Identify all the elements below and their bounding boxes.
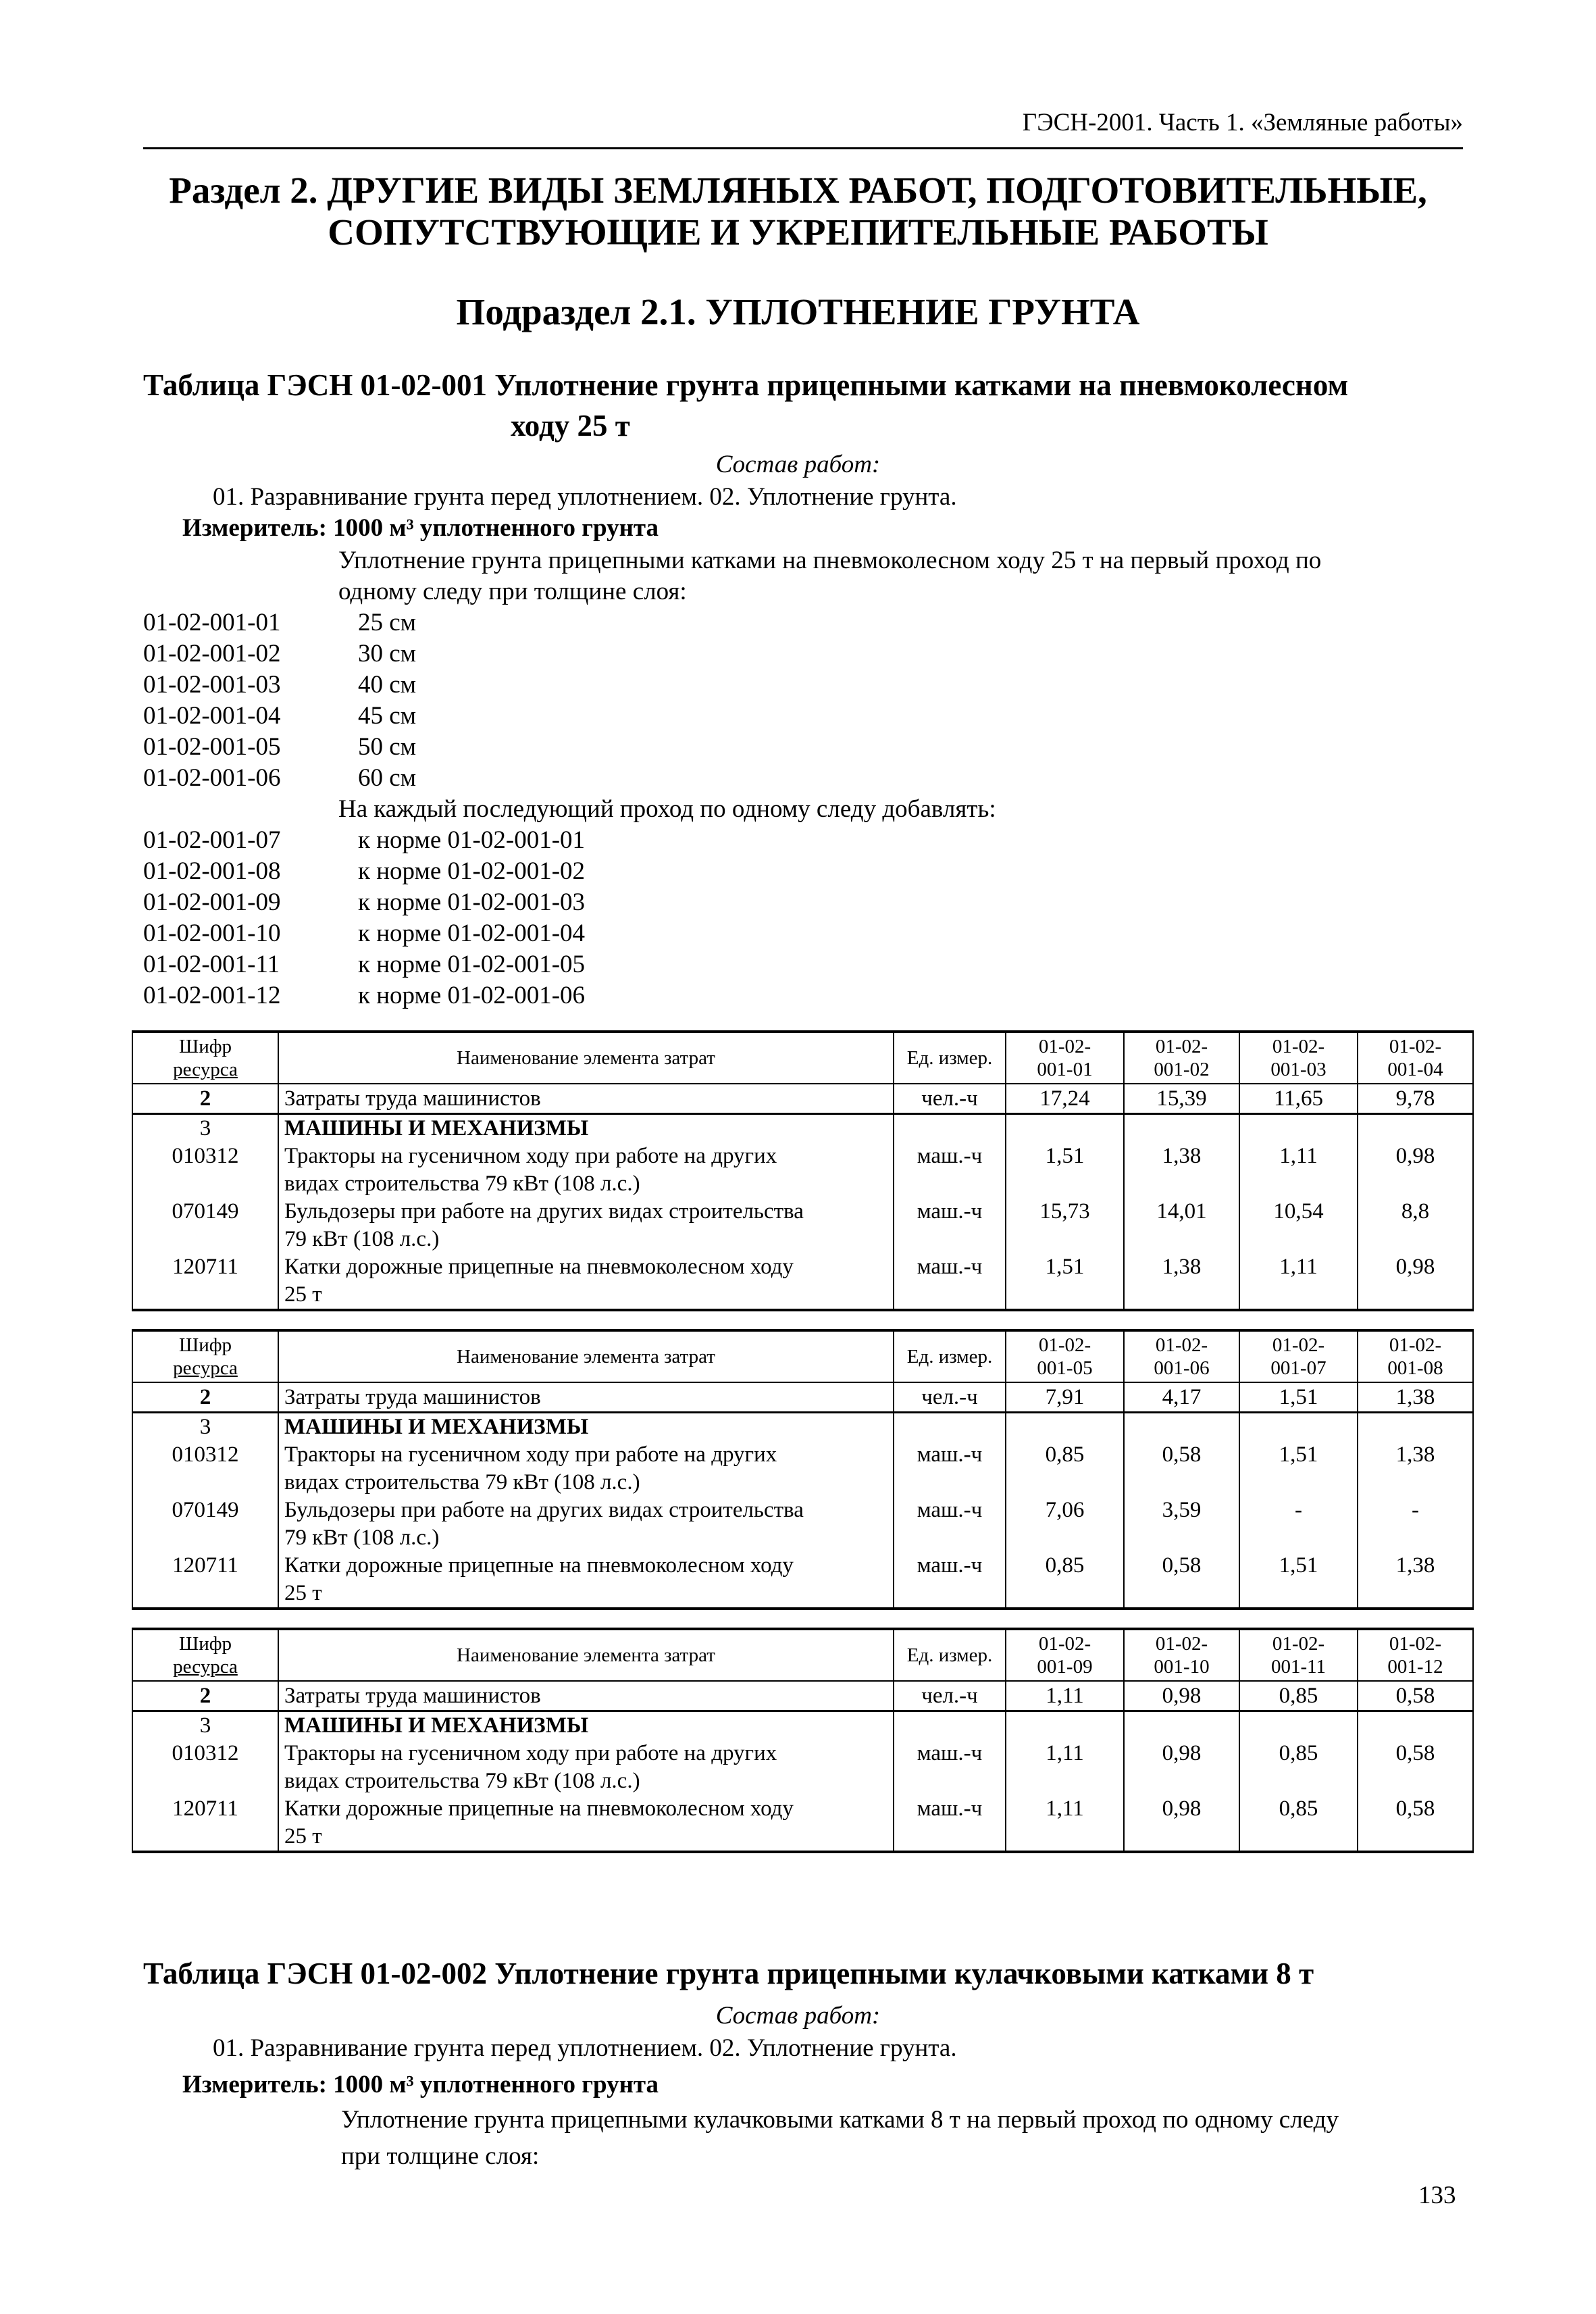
header-norm-column: 01-02- 001-02 xyxy=(1124,1032,1239,1084)
table2-intro-line1: Уплотнение грунта прицепными кулачковыми катками 8 т на первый проход по одному следу xyxy=(341,2106,1339,2134)
labor-value: 1,38 xyxy=(1358,1382,1473,1413)
header-unit: Ед. измер. xyxy=(894,1629,1006,1681)
resource-unit: маш.-ч xyxy=(894,1198,1006,1253)
table-row xyxy=(132,1198,1473,1253)
group-code: 3 xyxy=(132,1114,278,1143)
resource-name xyxy=(278,1142,894,1198)
table-row xyxy=(132,1795,1473,1852)
labor-value: 17,24 xyxy=(1006,1084,1124,1114)
resource-name xyxy=(278,1253,894,1310)
additional-intro: На каждый последующий проход по одному следу добавлять: xyxy=(338,795,996,823)
header-norm-column: 01-02- 001-07 xyxy=(1239,1330,1358,1382)
table-header-row xyxy=(132,1330,1473,1382)
header-name: Наименование элемента затрат xyxy=(278,1032,894,1084)
norm-code: 01-02-001-02 xyxy=(143,640,281,668)
resource-value: 0,98 xyxy=(1358,1142,1473,1198)
group-code: 3 xyxy=(132,1711,278,1740)
table-header-row xyxy=(132,1032,1473,1084)
table2-title: Таблица ГЭСН 01-02-002 Уплотнение грунта прицепными кулачковыми катками 8 т xyxy=(143,1957,1314,1990)
resource-name-line: видах строительства 79 кВт (108 л.с.) xyxy=(284,1769,640,1793)
resource-code: 010312 xyxy=(132,1441,278,1496)
group-name: МАШИНЫ И МЕХАНИЗМЫ xyxy=(278,1413,894,1442)
empty-cell xyxy=(1124,1114,1239,1143)
resource-value: 0,85 xyxy=(1006,1441,1124,1496)
resource-name-line: Катки дорожные прицепные на пневмоколесном ходу xyxy=(284,1255,794,1279)
resource-value: 0,58 xyxy=(1124,1441,1239,1496)
header-name: Наименование элемента затрат xyxy=(278,1629,894,1681)
table-row xyxy=(132,1441,1473,1496)
running-header: ГЭСН-2001. Часть 1. «Земляные работы» xyxy=(1022,109,1463,136)
norm-text: 45 см xyxy=(358,702,417,730)
labor-value: 9,78 xyxy=(1358,1084,1473,1114)
labor-code: 2 xyxy=(132,1084,278,1114)
header-unit: Ед. измер. xyxy=(894,1032,1006,1084)
resource-unit: маш.-ч xyxy=(894,1795,1006,1852)
norm-text: 30 см xyxy=(358,640,417,668)
labor-value: 0,58 xyxy=(1358,1681,1473,1711)
norm-code: 01-02-001-05 xyxy=(143,733,281,761)
labor-unit: чел.-ч xyxy=(894,1382,1006,1413)
labor-unit: чел.-ч xyxy=(894,1681,1006,1711)
labor-value: 0,98 xyxy=(1124,1681,1239,1711)
norm-text: 25 см xyxy=(358,609,417,636)
resource-value: 0,98 xyxy=(1124,1795,1239,1852)
resource-value: 8,8 xyxy=(1358,1198,1473,1253)
norm-code: 01-02-001-06 xyxy=(143,764,281,792)
resource-value: - xyxy=(1358,1496,1473,1552)
labor-value: 1,51 xyxy=(1239,1382,1358,1413)
group-row xyxy=(132,1114,1473,1143)
section-title-line1: Раздел 2. ДРУГИЕ ВИДЫ ЗЕМЛЯНЫХ РАБОТ, ПОДГОТОВИТЕЛЬНЫЕ, xyxy=(169,170,1427,211)
table-row xyxy=(132,1496,1473,1552)
table1-works: 01. Разравнивание грунта перед уплотнением. 02. Уплотнение грунта. xyxy=(213,483,957,511)
header-norm-column: 01-02- 001-05 xyxy=(1006,1330,1124,1382)
header-norm-column: 01-02- 001-01 xyxy=(1006,1032,1124,1084)
resource-name-line: 25 т xyxy=(284,1581,322,1605)
resource-unit: маш.-ч xyxy=(894,1496,1006,1552)
empty-cell xyxy=(894,1114,1006,1143)
resource-value: 1,38 xyxy=(1124,1142,1239,1198)
labor-value: 7,91 xyxy=(1006,1382,1124,1413)
header-name: Наименование элемента затрат xyxy=(278,1330,894,1382)
norm-text: к норме 01-02-001-05 xyxy=(358,951,586,978)
resource-value: 1,11 xyxy=(1239,1142,1358,1198)
resource-name-line: Катки дорожные прицепные на пневмоколесном ходу xyxy=(284,1796,794,1821)
empty-cell xyxy=(1006,1711,1124,1740)
norm-text: 60 см xyxy=(358,764,417,792)
empty-cell xyxy=(894,1711,1006,1740)
resource-value: 0,85 xyxy=(1239,1795,1358,1852)
resource-name-line: 79 кВт (108 л.с.) xyxy=(284,1526,440,1550)
table-row xyxy=(132,1740,1473,1795)
resource-unit: маш.-ч xyxy=(894,1740,1006,1795)
norm-text: к норме 01-02-001-02 xyxy=(358,857,586,885)
resource-code: 010312 xyxy=(132,1142,278,1198)
empty-cell xyxy=(1006,1413,1124,1442)
resource-unit: маш.-ч xyxy=(894,1441,1006,1496)
resource-code: 010312 xyxy=(132,1740,278,1795)
header-norm-column: 01-02- 001-08 xyxy=(1358,1330,1473,1382)
resource-name-line: Бульдозеры при работе на других видах строительства xyxy=(284,1199,804,1224)
norm-text: к норме 01-02-001-03 xyxy=(358,888,586,916)
norm-text: 40 см xyxy=(358,671,417,699)
header-norm-column: 01-02- 001-10 xyxy=(1124,1629,1239,1681)
resource-name-line: 25 т xyxy=(284,1824,322,1848)
resource-value: 0,58 xyxy=(1124,1552,1239,1609)
resource-name-line: видах строительства 79 кВт (108 л.с.) xyxy=(284,1470,640,1494)
labor-row xyxy=(132,1382,1473,1413)
norm-text: к норме 01-02-001-04 xyxy=(358,920,586,947)
section-title-line2: СОПУТСТВУЮЩИЕ И УКРЕПИТЕЛЬНЫЕ РАБОТЫ xyxy=(328,211,1268,253)
table1-works-label: Состав работ: xyxy=(715,451,881,478)
norm-code: 01-02-001-09 xyxy=(143,888,281,916)
table-row xyxy=(132,1552,1473,1609)
header-code: Шифр ресурса xyxy=(132,1330,278,1382)
header-norm-column: 01-02- 001-06 xyxy=(1124,1330,1239,1382)
resource-value: 14,01 xyxy=(1124,1198,1239,1253)
resource-name-line: Тракторы на гусеничном ходу при работе на других xyxy=(284,1741,777,1765)
resource-value: 0,85 xyxy=(1239,1740,1358,1795)
labor-code: 2 xyxy=(132,1382,278,1413)
resource-value: 1,51 xyxy=(1006,1142,1124,1198)
table-row xyxy=(132,1142,1473,1198)
header-norm-column: 01-02- 001-04 xyxy=(1358,1032,1473,1084)
resource-value: 3,59 xyxy=(1124,1496,1239,1552)
labor-value: 4,17 xyxy=(1124,1382,1239,1413)
group-code: 3 xyxy=(132,1413,278,1442)
resource-value: 0,58 xyxy=(1358,1795,1473,1852)
group-row xyxy=(132,1711,1473,1740)
norm-code: 01-02-001-03 xyxy=(143,671,281,699)
resource-value: 15,73 xyxy=(1006,1198,1124,1253)
norm-code: 01-02-001-12 xyxy=(143,982,281,1009)
resource-table xyxy=(132,1628,1474,1853)
group-name: МАШИНЫ И МЕХАНИЗМЫ xyxy=(278,1114,894,1143)
labor-name: Затраты труда машинистов xyxy=(278,1681,894,1711)
page-number: 133 xyxy=(1418,2182,1456,2209)
resource-table xyxy=(132,1030,1474,1311)
empty-cell xyxy=(1239,1711,1358,1740)
resource-value: - xyxy=(1239,1496,1358,1552)
empty-cell xyxy=(1006,1114,1124,1143)
table1-title-line2: ходу 25 т xyxy=(511,409,630,443)
table1-intro-line2: одному следу при толщине слоя: xyxy=(338,578,687,605)
labor-value: 0,85 xyxy=(1239,1681,1358,1711)
empty-cell xyxy=(894,1413,1006,1442)
resource-value: 10,54 xyxy=(1239,1198,1358,1253)
resource-name-line: Катки дорожные прицепные на пневмоколесном ходу xyxy=(284,1553,794,1578)
header-unit: Ед. измер. xyxy=(894,1330,1006,1382)
resource-name-line: Бульдозеры при работе на других видах строительства xyxy=(284,1498,804,1522)
norm-code: 01-02-001-10 xyxy=(143,920,281,947)
labor-value: 11,65 xyxy=(1239,1084,1358,1114)
resource-value: 1,11 xyxy=(1239,1253,1358,1310)
empty-cell xyxy=(1124,1711,1239,1740)
norm-code: 01-02-001-01 xyxy=(143,609,281,636)
resource-unit: маш.-ч xyxy=(894,1552,1006,1609)
table2-works: 01. Разравнивание грунта перед уплотнением. 02. Уплотнение грунта. xyxy=(213,2034,957,2062)
resource-value: 7,06 xyxy=(1006,1496,1124,1552)
empty-cell xyxy=(1358,1413,1473,1442)
table2-intro-line2: при толщине слоя: xyxy=(341,2142,540,2170)
labor-value: 15,39 xyxy=(1124,1084,1239,1114)
empty-cell xyxy=(1124,1413,1239,1442)
resource-name xyxy=(278,1198,894,1253)
labor-name: Затраты труда машинистов xyxy=(278,1084,894,1114)
resource-name xyxy=(278,1496,894,1552)
norm-text: 50 см xyxy=(358,733,417,761)
header-norm-column: 01-02- 001-11 xyxy=(1239,1629,1358,1681)
resource-name xyxy=(278,1441,894,1496)
group-name: МАШИНЫ И МЕХАНИЗМЫ xyxy=(278,1711,894,1740)
resource-value: 1,51 xyxy=(1239,1441,1358,1496)
resource-value: 0,58 xyxy=(1358,1740,1473,1795)
resource-name xyxy=(278,1740,894,1795)
norm-text: к норме 01-02-001-01 xyxy=(358,826,586,854)
header-rule xyxy=(143,147,1463,149)
resource-name-line: 79 кВт (108 л.с.) xyxy=(284,1227,440,1251)
resource-value: 1,51 xyxy=(1006,1253,1124,1310)
resource-name-line: видах строительства 79 кВт (108 л.с.) xyxy=(284,1172,640,1196)
resource-value: 1,38 xyxy=(1124,1253,1239,1310)
labor-row xyxy=(132,1681,1473,1711)
labor-value: 1,11 xyxy=(1006,1681,1124,1711)
resource-value: 0,98 xyxy=(1124,1740,1239,1795)
table1-title-line1: Таблица ГЭСН 01-02-001 Уплотнение грунта прицепными катками на пневмоколесном xyxy=(143,368,1349,402)
empty-cell xyxy=(1358,1114,1473,1143)
resource-value: 1,11 xyxy=(1006,1740,1124,1795)
norm-code: 01-02-001-11 xyxy=(143,951,280,978)
resource-unit: маш.-ч xyxy=(894,1142,1006,1198)
header-code: Шифр ресурса xyxy=(132,1629,278,1681)
norm-text: к норме 01-02-001-06 xyxy=(358,982,586,1009)
resource-name-line: 25 т xyxy=(284,1282,322,1307)
empty-cell xyxy=(1239,1114,1358,1143)
resource-table xyxy=(132,1329,1474,1610)
resource-value: 1,11 xyxy=(1006,1795,1124,1852)
resource-code: 070149 xyxy=(132,1496,278,1552)
labor-code: 2 xyxy=(132,1681,278,1711)
subsection-title: Подраздел 2.1. УПЛОТНЕНИЕ ГРУНТА xyxy=(456,291,1140,332)
labor-name: Затраты труда машинистов xyxy=(278,1382,894,1413)
resource-name-line: Тракторы на гусеничном ходу при работе на других xyxy=(284,1144,777,1168)
empty-cell xyxy=(1358,1711,1473,1740)
header-norm-column: 01-02- 001-09 xyxy=(1006,1629,1124,1681)
group-row xyxy=(132,1413,1473,1442)
table-header-row xyxy=(132,1629,1473,1681)
norm-code: 01-02-001-07 xyxy=(143,826,281,854)
resource-value: 1,38 xyxy=(1358,1441,1473,1496)
table-row xyxy=(132,1253,1473,1310)
resource-name-line: Тракторы на гусеничном ходу при работе на других xyxy=(284,1442,777,1467)
resource-code: 070149 xyxy=(132,1198,278,1253)
empty-cell xyxy=(1239,1413,1358,1442)
resource-unit: маш.-ч xyxy=(894,1253,1006,1310)
resource-code: 120711 xyxy=(132,1552,278,1609)
resource-code: 120711 xyxy=(132,1795,278,1852)
resource-value: 1,51 xyxy=(1239,1552,1358,1609)
labor-unit: чел.-ч xyxy=(894,1084,1006,1114)
header-code: Шифр ресурса xyxy=(132,1032,278,1084)
resource-code: 120711 xyxy=(132,1253,278,1310)
norm-code: 01-02-001-08 xyxy=(143,857,281,885)
header-norm-column: 01-02- 001-12 xyxy=(1358,1629,1473,1681)
norm-code: 01-02-001-04 xyxy=(143,702,281,730)
header-norm-column: 01-02- 001-03 xyxy=(1239,1032,1358,1084)
resource-value: 1,38 xyxy=(1358,1552,1473,1609)
table1-meter: Измеритель: 1000 м³ уплотненного грунта xyxy=(182,514,659,542)
table1-intro-line1: Уплотнение грунта прицепными катками на пневмоколесном ходу 25 т на первый проход по xyxy=(338,547,1322,574)
resource-value: 0,85 xyxy=(1006,1552,1124,1609)
resource-name xyxy=(278,1795,894,1852)
resource-value: 0,98 xyxy=(1358,1253,1473,1310)
resource-name xyxy=(278,1552,894,1609)
labor-row xyxy=(132,1084,1473,1114)
table2-meter: Измеритель: 1000 м³ уплотненного грунта xyxy=(182,2071,659,2098)
table2-works-label: Состав работ: xyxy=(715,2002,881,2030)
